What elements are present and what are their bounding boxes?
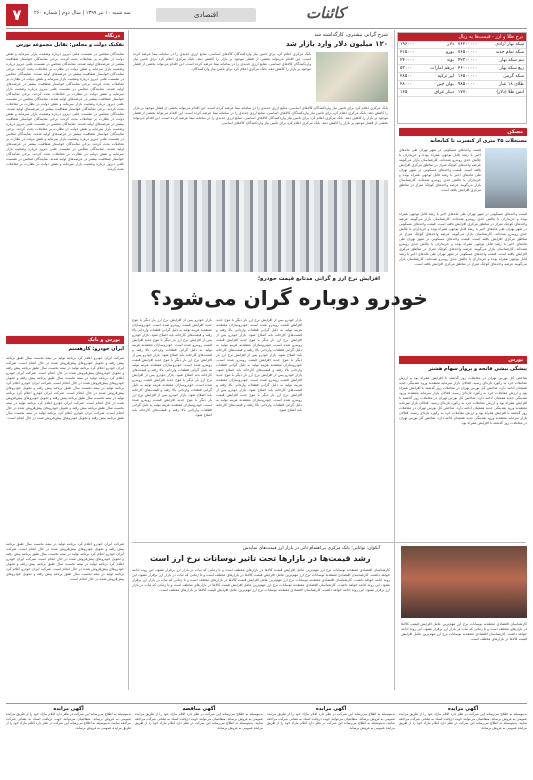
bank-body: کارشناسان اقتصادی معتقدند نوسانات نرخ ارز مهم‌ترین عامل افزایش قیمت کالاها در بازارهای مختلف است و تا زمانی که ثبات در بازار ارز برقرار نشود، این روند ادامه خواهد داشت. کارشناسان اقتصادی معتقدند نوسانات نرخ ارز مهم‌ترین عامل افزایش قیمت کالاها در بازارهای مختلف است و تا زمانی که ثبات در بازار ارز برقرار نشود، این روند ادامه خواهد داشت. کارشناسان اقتصادی معتقدند نوسانات نرخ ارز مهم‌ترین عامل افزایش قیمت کالاها در بازارهای مختلف است و تا زمانی که ثبات در بازار ارز برقرار نشود، این روند ادامه خواهد داشت. کارشناسان اقتصادی معتقدند نوسانات نرخ ارز مهم‌ترین عامل افزایش قیمت کالاها در بازارهای مختلف است و تا زمانی که ثبات در بازار ارز برقرار نشود، این روند ادامه خواهد داشت. کارشناسان اقتصادی معتقدند نوسانات نرخ ارز مهم‌ترین عامل افزایش قیمت کالاها در بازارهای مختلف است.: [132, 568, 390, 592]
housing-title: مستغلات ۲۵ متری از کنسرت تا کتابخانه: [430, 138, 527, 144]
top-story-text: بانک مرکزی اعلام کرد برای تامین نیاز واردکنندگان کالاهای اساسی، منابع ارزی جدیدی را در سامانه نیما عرضه کرده است. این اقدام می‌تواند بخشی از فشار موجود بر بازار را کاهش دهد. بانک مرکزی اعلام کرد برای تامین نیاز واردکنندگان کالاهای اساسی، منابع ارزی جدیدی را در سامانه نیما عرضه کرده است. این اقدام می‌تواند بخشی از فشار موجود بر بازار را کاهش دهد. بانک مرکزی اعلام کرد برای تامین نیاز واردکنندگان.: [133, 52, 311, 71]
price-item-name: ربع سکه بهار: [485, 65, 526, 73]
price-item-value: ۲۶۰۰۰۰۰۰: [456, 65, 485, 73]
price-item-value: ۲۱۵۰۰۰: [398, 49, 421, 57]
price-rows: [398, 41, 526, 97]
column-divider: [394, 30, 395, 690]
price-item-value: ۲۸۵۰۰: [398, 73, 421, 81]
price-item-value: ۵۳۰۰۰: [398, 65, 421, 73]
top-title: ۱۲۰ میلیون دلار وارد بازار شد: [285, 40, 388, 48]
ad-title: آگهی مناقصه: [182, 706, 216, 712]
bourse-title: پیشگی بیشی فاتحه و پرواز سهام هشتر: [428, 366, 527, 372]
market-body: کارشناسان اقتصادی معتقدند نوسانات نرخ ارز مهم‌ترین عامل افزایش قیمت کالاها در بازارهای مختلف است و تا زمانی که ثبات در بازار ارز برقرار نشود، این روند ادامه خواهد داشت. کارشناسان اقتصادی معتقدند نوسانات نرخ ارز مهم‌ترین عامل افزایش قیمت کالاها در بازارهای مختلف است.: [401, 622, 527, 641]
section-label: اقتصادی: [156, 8, 256, 22]
price-item-value: ۹۸۵۰۰۰۰: [456, 81, 485, 89]
bank-title: رشد قیمت‌ها در بازارها تحت تاثیر نوسانات نرخ ارز است: [150, 554, 371, 563]
price-item-value: ۲۴۰۰۰۰: [398, 57, 421, 65]
price-item-name: دینار عراق: [421, 89, 456, 97]
price-item-name: نیم سکه بهار: [485, 57, 526, 65]
price-table: [397, 32, 527, 124]
price-item-name: دلار: [421, 41, 456, 49]
price-item-value: ۱۶۵۰۰۰۰۰: [456, 73, 485, 81]
price-row: [398, 49, 526, 57]
page-header: [6, 4, 527, 29]
newspaper-logo: کائنات: [306, 4, 346, 22]
ad-box: آگهی مزایده بدینوسیله به اطلاع می‌رساند این شرکت در نظر دارد اقلام مازاد خود را از طریق مزایده عمومی به فروش برساند. متقاضیان می‌توانند جهت دریافت اسناد به نشانی شرکت مراجعه نمایند. بدینوسیله به اطلاع می‌رساند این شرکت در نظر دارد اقلام مازاد خود را از طریق مزایده عمومی به فروش برساند.: [267, 706, 395, 730]
price-item-name: لیر ترکیه: [421, 73, 456, 81]
price-item-name: سکه بهار آزادی: [485, 41, 526, 49]
ad-title: آگهی مزایده: [53, 706, 84, 712]
ad-title: آگهی مزایده: [447, 706, 479, 712]
bank-kicker: آنکوان: توانایی؛ بانک مرکزی بی‌اهتمام ثانی در بازار ارز قیمت‌های نمایدش: [242, 546, 380, 551]
lower-left-body-2: شرکت ایران خودرو اعلام کرد برنامه تولید در نیمه نخست سال طبق برنامه پیش رفته و تحویل خودروهای پیش‌فروش شده در حال انجام است. شرکت ایران خودرو اعلام کرد برنامه تولید در نیمه نخست سال طبق برنامه پیش رفته و تحویل خودروهای پیش‌فروش شده در حال انجام است. شرکت ایران خودرو اعلام کرد برنامه تولید در نیمه نخست سال طبق برنامه پیش رفته و تحویل خودروهای پیش‌فروش شده در حال انجام است. شرکت ایران خودرو اعلام کرد برنامه تولید در نیمه نخست سال طبق برنامه پیش رفته و تحویل خودروهای پیش‌فروش شده در حال انجام است.: [6, 542, 124, 581]
ad-title: آگهی مزایده: [315, 706, 347, 712]
price-row: [398, 41, 526, 49]
price-row: [398, 73, 526, 81]
top-story-body: بانک مرکزی اعلام کرد برای تامین نیاز واردکنندگان کالاهای اساسی، منابع ارزی جدیدی را در سامانه نیما عرضه کرده است. این اقدام می‌تواند بخشی از فشار موجود بر بازار را کاهش دهد. بانک مرکزی اعلام کرد برای تامین نیاز واردکنندگان کالاهای اساسی، منابع ارزی جدیدی را در سامانه نیما عرضه کرده است. این اقدام می‌تواند بخشی از فشار موجود بر بازار را کاهش دهد. بانک مرکزی اعلام کرد برای تامین نیاز واردکنندگان کالاهای اساسی، منابع ارزی جدیدی را در سامانه نیما عرضه کرده است. این اقدام می‌تواند بخشی از فشار موجود بر بازار را کاهش دهد. بانک مرکزی اعلام کرد برای تامین نیاز واردکنندگان کالاهای اساسی.: [133, 106, 388, 125]
price-item-value: ۱۹۶۰۰۰: [398, 41, 421, 49]
market-photo: [401, 546, 527, 618]
price-item-value: ۴۲۳۰۰۰۰۰: [456, 57, 485, 65]
price-item-name: انس طلا (دلار): [485, 89, 526, 97]
price-item-value: ۱۶۵: [398, 89, 421, 97]
price-item-name: یورو: [421, 49, 456, 57]
price-item-value: ۲۸۰۰۰: [398, 81, 421, 89]
housing-label: مسکن: [399, 128, 527, 136]
main-kicker: افزایش نرخ ارز و گرانی مدنابع قیمت خودرو؛: [257, 276, 380, 282]
lower-left-label: بورس و بانک: [6, 336, 124, 344]
section-divider: [132, 542, 526, 543]
ads-strip: [6, 703, 527, 774]
price-item-name: سکه گرمی: [485, 73, 526, 81]
left-col-body: نمایندگان مجلس در نشست علنی دیروز درباره وضعیت بازار سرمایه و نقش دولت در نظارت بر معاملات بحث کردند. برخی نمایندگان خواستار شفافیت بیشتر در عرضه‌های اولیه شدند. نمایندگان مجلس در نشست علنی دیروز درباره وضعیت بازار سرمایه و نقش دولت در نظارت بر معاملات بحث کردند. برخی نمایندگان خواستار شفافیت بیشتر در عرضه‌های اولیه شدند. نمایندگان مجلس در نشست علنی دیروز درباره وضعیت بازار سرمایه و نقش دولت در نظارت بر معاملات بحث کردند. برخی نمایندگان خواستار شفافیت بیشتر در عرضه‌های اولیه شدند. نمایندگان مجلس در نشست علنی دیروز درباره وضعیت بازار سرمایه و نقش دولت در نظارت بر معاملات بحث کردند. برخی نمایندگان خواستار شفافیت بیشتر در عرضه‌های اولیه شدند. نمایندگان مجلس در نشست علنی دیروز درباره وضعیت بازار سرمایه و نقش دولت در نظارت بر معاملات بحث کردند. برخی نمایندگان خواستار شفافیت بیشتر در عرضه‌های اولیه شدند. نمایندگان مجلس در نشست علنی دیروز درباره وضعیت بازار سرمایه و نقش دولت در نظارت بر معاملات بحث کردند. برخی نمایندگان خواستار شفافیت بیشتر در عرضه‌های اولیه شدند. نمایندگان مجلس در نشست علنی دیروز درباره وضعیت بازار سرمایه و نقش دولت در نظارت بر معاملات بحث کردند. برخی نمایندگان خواستار شفافیت بیشتر در عرضه‌های اولیه شدند. نمایندگان مجلس در نشست علنی دیروز درباره وضعیت بازار سرمایه و نقش دولت در نظارت بر معاملات بحث کردند. برخی نمایندگان خواستار شفافیت بیشتر در عرضه‌های اولیه شدند. نمایندگان مجلس در نشست علنی دیروز درباره وضعیت بازار سرمایه و نقش دولت در نظارت بر معاملات بحث کردند. برخی نمایندگان خواستار شفافیت بیشتر در عرضه‌های اولیه شدند. نمایندگان مجلس در نشست علنی دیروز درباره وضعیت بازار سرمایه و نقش دولت در نظارت بر معاملات بحث کردند.: [6, 52, 124, 171]
price-table-title: نرخ طلا و ارز · قیمت‌ها به ریال: [398, 33, 526, 41]
lower-left-body: شرکت ایران خودرو اعلام کرد برنامه تولید در نیمه نخست سال طبق برنامه پیش رفته و تحویل خودروهای پیش‌فروش شده در حال انجام است. شرکت ایران خودرو اعلام کرد برنامه تولید در نیمه نخست سال طبق برنامه پیش رفته و تحویل خودروهای پیش‌فروش شده در حال انجام است. شرکت ایران خودرو اعلام کرد برنامه تولید در نیمه نخست سال طبق برنامه پیش رفته و تحویل خودروهای پیش‌فروش شده در حال انجام است. شرکت ایران خودرو اعلام کرد برنامه تولید در نیمه نخست سال طبق برنامه پیش رفته و تحویل خودروهای پیش‌فروش شده در حال انجام است. شرکت ایران خودرو اعلام کرد برنامه تولید در نیمه نخست سال طبق برنامه پیش رفته و تحویل خودروهای پیش‌فروش شده در حال انجام است. شرکت ایران خودرو اعلام کرد برنامه تولید در نیمه نخست سال طبق برنامه پیش رفته و تحویل خودروهای پیش‌فروش شده در حال انجام است. شرکت ایران خودرو اعلام کرد برنامه تولید در نیمه نخست سال طبق برنامه پیش رفته و تحویل خودروهای پیش‌فروش شده در حال انجام است.: [6, 356, 124, 420]
bourse-label: بورس: [399, 356, 527, 364]
main-col-2: بازار خودرو پس از افزایش نرخ ارز بار دیگر با موج جدید افزایش قیمت روبه‌رو شده است. خودروسازان معتقدند هزینه تولید به دلیل گرانی قطعات وارداتی بالا رفته و قیمت‌های کارخانه باید اصلاح شود. بازار خودرو پس از افزایش نرخ ارز بار دیگر با موج جدید افزایش قیمت روبه‌رو شده است. خودروسازان معتقدند هزینه تولید به دلیل گرانی قطعات وارداتی بالا رفته و قیمت‌های کارخانه باید اصلاح شود. بازار خودرو پس از افزایش نرخ ارز بار دیگر با موج جدید افزایش قیمت روبه‌رو شده است. خودروسازان معتقدند هزینه تولید به دلیل گرانی قطعات وارداتی بالا رفته و قیمت‌های کارخانه باید اصلاح شود. بازار خودرو پس از افزایش نرخ ارز بار دیگر با موج جدید افزایش قیمت روبه‌رو شده است. خودروسازان معتقدند هزینه تولید به دلیل گرانی قطعات وارداتی بالا رفته و قیمت‌های کارخانه باید اصلاح شود. بازار خودرو پس از افزایش نرخ ارز بار دیگر با موج جدید افزایش قیمت روبه‌رو شده است. خودروسازان معتقدند هزینه تولید به دلیل گرانی قطعات وارداتی بالا رفته و قیمت‌های کارخانه باید اصلاح شود.: [216, 318, 302, 412]
lower-left-title: ایران خودرو: کارهستم: [68, 346, 124, 352]
main-col-1: بازار خودرو پس از افزایش نرخ ارز بار دیگر با موج جدید افزایش قیمت روبه‌رو شده است. خودروسازان معتقدند هزینه تولید به دلیل گرانی قطعات وارداتی بالا رفته و قیمت‌های کارخانه باید اصلاح شود. بازار خودرو پس از افزایش نرخ ارز بار دیگر با موج جدید افزایش قیمت روبه‌رو شده است. خودروسازان معتقدند هزینه تولید به دلیل گرانی قطعات وارداتی بالا رفته و قیمت‌های کارخانه باید اصلاح شود. بازار خودرو پس از افزایش نرخ ارز بار دیگر با موج جدید افزایش قیمت روبه‌رو شده است. خودروسازان معتقدند هزینه تولید به دلیل گرانی قطعات وارداتی بالا رفته و قیمت‌های کارخانه باید اصلاح شود. بازار خودرو پس از افزایش نرخ ارز بار دیگر با موج جدید افزایش قیمت روبه‌رو شده است. خودروسازان معتقدند هزینه تولید به دلیل گرانی قطعات وارداتی بالا رفته و قیمت‌های کارخانه باید اصلاح شود. بازار خودرو پس از افزایش نرخ ارز بار دیگر با موج جدید افزایش قیمت روبه‌رو شده است. خودروسازان معتقدند هزینه تولید به دلیل گرانی قطعات وارداتی بالا رفته و قیمت‌های کارخانه باید اصلاح شود.: [132, 318, 212, 417]
left-col-title: تفکیک دولت و مجلس: تقابل مجموعه بورس: [16, 42, 124, 48]
building-photo: [485, 148, 527, 208]
price-item-value: ۷۶۵۰۰۰۰۰: [456, 49, 485, 57]
price-item-name: سکه تمام جدید: [485, 49, 526, 57]
left-col-label: درنگاه: [6, 32, 124, 40]
price-item-name: یوان چین: [421, 81, 456, 89]
ad-box: آگهی مناقصه بدینوسیله به اطلاع می‌رساند این شرکت در نظر دارد اقلام مازاد خود را از طریق مزایده عمومی به فروش برساند. متقاضیان می‌توانند جهت دریافت اسناد به نشانی شرکت مراجعه نمایند. بدینوسیله به اطلاع می‌رساند این شرکت در نظر دارد اقلام مازاد خود را از طریق مزایده عمومی به فروش برساند.: [135, 706, 263, 730]
page-number: ۷: [6, 4, 28, 26]
price-item-name: درهم امارات: [421, 65, 456, 73]
cars-parking-photo: [132, 180, 388, 272]
ad-box: آگهی مزایده بدینوسیله به اطلاع می‌رساند این شرکت در نظر دارد اقلام مازاد خود را از طریق مزایده عمومی به فروش برساند. متقاضیان می‌توانند جهت دریافت اسناد به نشانی شرکت مراجعه نمایند. بدینوسیله به اطلاع می‌رساند این شرکت در نظر دارد اقلام مازاد خود را از طریق مزایده عمومی به فروش برساند.: [6, 706, 131, 730]
price-row: [398, 57, 526, 65]
issue-line: سه شنبه ۱۰ تیر ۱۳۹۹ | سال دوم | شماره ۲۶۰: [34, 10, 131, 16]
housing-body: قیمت واحدهای مسکونی در شهر تهران طی ماه‌های اخیر با رشد قابل توجهی همراه بوده و خریداران با چالش جدی روبه‌رو شده‌اند. کارشناسان بازار می‌گویند عرضه واحدهای کوچک متراژ در مناطق مرکزی افزایش یافته است. قیمت واحدهای مسکونی در شهر تهران طی ماه‌های اخیر با رشد قابل توجهی همراه بوده و خریداران با چالش جدی روبه‌رو شده‌اند. کارشناسان بازار می‌گویند عرضه واحدهای کوچک متراژ در مناطق مرکزی افزایش یافته است. قیمت واحدهای مسکونی در شهر تهران طی ماه‌های اخیر با رشد قابل توجهی همراه بوده و خریداران با چالش جدی روبه‌رو شده‌اند. کارشناسان بازار می‌گویند عرضه واحدهای کوچک متراژ در مناطق مرکزی افزایش یافته است. قیمت واحدهای مسکونی در شهر تهران طی ماه‌های اخیر با رشد قابل توجهی همراه بوده و خریداران با چالش جدی روبه‌رو شده‌اند. کارشناسان بازار می‌گویند عرضه واحدهای کوچک متراژ در مناطق مرکزی افزایش یافته است.: [399, 212, 527, 266]
price-item-name: پوند: [421, 57, 456, 65]
column-divider: [128, 30, 129, 690]
housing-text: قیمت واحدهای مسکونی در شهر تهران طی ماه‌های اخیر با رشد قابل توجهی همراه بوده و خریداران با چالش جدی روبه‌رو شده‌اند. کارشناسان بازار می‌گویند عرضه واحدهای کوچک متراژ در مناطق مرکزی افزایش یافته است. قیمت واحدهای مسکونی در شهر تهران طی ماه‌های اخیر با رشد قابل توجهی همراه بوده و خریداران با چالش جدی روبه‌رو شده‌اند. کارشناسان بازار می‌گویند عرضه واحدهای کوچک متراژ در مناطق مرکزی افزایش یافته است.: [399, 148, 481, 192]
banknotes-photo: [316, 52, 388, 102]
main-headline: خودرو دوباره گران می‌شود؟: [150, 286, 428, 310]
price-item-value: ۷۶۲۰۰۰۰۰: [456, 41, 485, 49]
top-kicker: شرح گرانی پیشتری، کارگذاشته شد: [314, 32, 388, 38]
price-row: [398, 81, 526, 89]
bourse-body: شاخص کل بورس تهران در معاملات روز گذشته با افزایش همراه بود و ارزش معاملات خرد به رکورد تازه‌ای رسید. فعالان بازار سرمایه معتقدند ورود نقدینگی جدید همچنان ادامه دارد. شاخص کل بورس تهران در معاملات روز گذشته با افزایش همراه بود و ارزش معاملات خرد به رکورد تازه‌ای رسید. فعالان بازار سرمایه معتقدند ورود نقدینگی جدید همچنان ادامه دارد. شاخص کل بورس تهران در معاملات روز گذشته با افزایش همراه بود و ارزش معاملات خرد به رکورد تازه‌ای رسید. فعالان بازار سرمایه معتقدند ورود نقدینگی جدید همچنان ادامه دارد. شاخص کل بورس تهران در معاملات روز گذشته با افزایش همراه بود و ارزش معاملات خرد به رکورد تازه‌ای رسید. فعالان بازار سرمایه معتقدند ورود نقدینگی جدید همچنان ادامه دارد. شاخص کل بورس تهران در معاملات روز گذشته با افزایش همراه بود.: [399, 376, 527, 425]
price-row: [398, 65, 526, 73]
ad-box: آگهی مزایده بدینوسیله به اطلاع می‌رساند این شرکت در نظر دارد اقلام مازاد خود را از طریق مزایده عمومی به فروش برساند. متقاضیان می‌توانند جهت دریافت اسناد به نشانی شرکت مراجعه نمایند. بدینوسیله به اطلاع می‌رساند این شرکت در نظر دارد اقلام مازاد خود را از طریق مزایده عمومی به فروش برساند.: [399, 706, 527, 730]
price-item-value: ۱۷۷۰: [456, 89, 485, 97]
price-item-name: طلای ۱۸ عیار: [485, 81, 526, 89]
price-row: [398, 89, 526, 97]
